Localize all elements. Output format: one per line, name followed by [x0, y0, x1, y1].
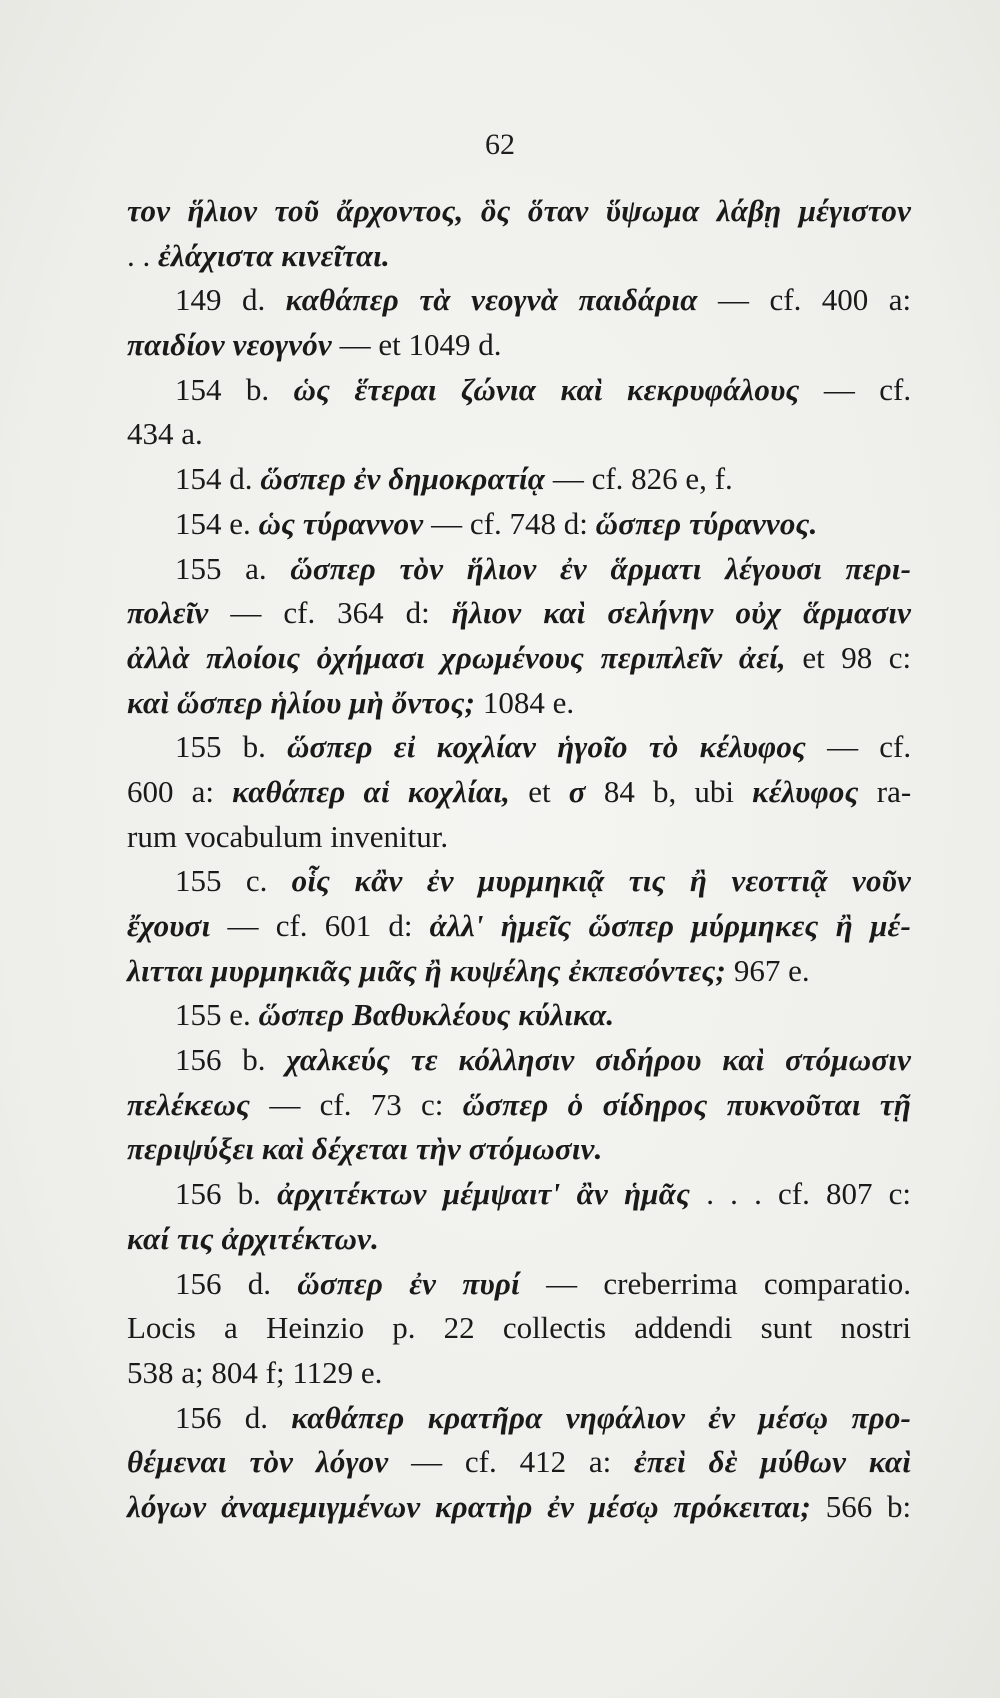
text-line: 156 b. χαλκεύς τε κόλλησιν σιδήρου καὶ στόμωσιν — [175, 1042, 912, 1078]
text-line: 149 d. καθάπερ τὰ νεογνὰ παιδάρια — cf. 400 a: — [175, 282, 912, 318]
text-line: 600 a: καθάπερ αἱ κοχλίαι, et σ 84 b, ubi κέλυφος ra- — [127, 773, 912, 809]
text-line: 155 a. ὥσπερ τὸν ἥλιον ἐν ἅρματι λέγουσι περι- — [175, 550, 912, 586]
text-line: πελέκεως — cf. 73 c: ὥσπερ ὁ σίδηρος πυκνοῦται τῇ — [127, 1086, 912, 1122]
text-line: ἀλλὰ πλοίοις ὀχήμασι χρωμένους περιπλεῖν ἀεί, et 98 c: — [127, 639, 912, 675]
text-line: 155 b. ὥσπερ εἰ κοχλίαν ἡγοῖο τὸ κέλυφος — cf. — [175, 729, 912, 765]
text-line: 156 d. ὥσπερ ἐν πυρί — creberrima comparatio. — [175, 1265, 912, 1301]
text-line: τον ἥλιον τοῦ ἄρχοντος, ὃς ὅταν ὕψωμα λάβῃ μέγιστον — [127, 193, 912, 228]
text-line: 156 d. καθάπερ κρατῆρα νηφάλιον ἐν μέσῳ προ- — [175, 1399, 912, 1435]
text-line: 538 a; 804 f; 1129 e. — [127, 1354, 383, 1390]
text-line: ἔχουσι — cf. 601 d: ἀλλ' ἡμεῖς ὥσπερ μύρμηκες ἢ μέ- — [127, 908, 911, 943]
commentary-text — [127, 189, 911, 1530]
text-line: 154 e. ὡς τύραννον — cf. 748 d: ὥσπερ τύραννος. — [175, 505, 818, 541]
text-line: πολεῖν — cf. 364 d: ἥλιον καὶ σελήνην οὐχ ἅρμασιν — [127, 595, 912, 631]
text-line: θέμεναι τὸν λόγον — cf. 412 a: ἐπεὶ δὲ μύθων καὶ — [127, 1444, 912, 1480]
text-line: παιδίον νεογνόν — et 1049 d. — [127, 327, 502, 363]
page-number: 62 — [485, 128, 515, 161]
text-line: 155 e. ὥσπερ Βαθυκλέους κύλικα. — [175, 997, 615, 1033]
text-line: καί τις ἀρχιτέκτων. — [127, 1220, 380, 1256]
text-line: rum vocabulum invenitur. — [127, 818, 449, 854]
text-line: περιψύξει καὶ δέχεται τὴν στόμωσιν. — [127, 1131, 603, 1167]
text-line: 434 a. — [127, 416, 203, 452]
text-line: λόγων ἀναμεμιγμένων κρατὴρ ἐν μέσῳ πρόκειται; 566 b: — [127, 1488, 912, 1524]
text-line: 156 b. ἀρχιτέκτων μέμψαιτ' ἂν ἡμᾶς . . . cf. 807 c: — [175, 1176, 912, 1212]
text-line: 154 b. ὡς ἕτεραι ζώνια καὶ κεκρυφάλους — cf. — [175, 371, 912, 407]
text-line: καὶ ὥσπερ ἡλίου μὴ ὄντος; 1084 e. — [127, 684, 575, 720]
text-line: Locis a Heinzio p. 22 collectis addendi sunt nostri — [127, 1310, 912, 1346]
text-line: 155 c. οἷς κἂν ἐν μυρμηκιᾷ τις ἢ νεοττιᾷ νοῦν — [175, 863, 912, 899]
text-line: . . ἐλάχιστα κινεῖται. — [127, 237, 390, 273]
text-line: 154 d. ὥσπερ ἐν δημοκρατίᾳ — cf. 826 e, f. — [175, 461, 733, 497]
text-line: λιτται μυρμηκιᾶς μιᾶς ἢ κυψέλης ἐκπεσόντες; 967 e. — [127, 952, 810, 988]
